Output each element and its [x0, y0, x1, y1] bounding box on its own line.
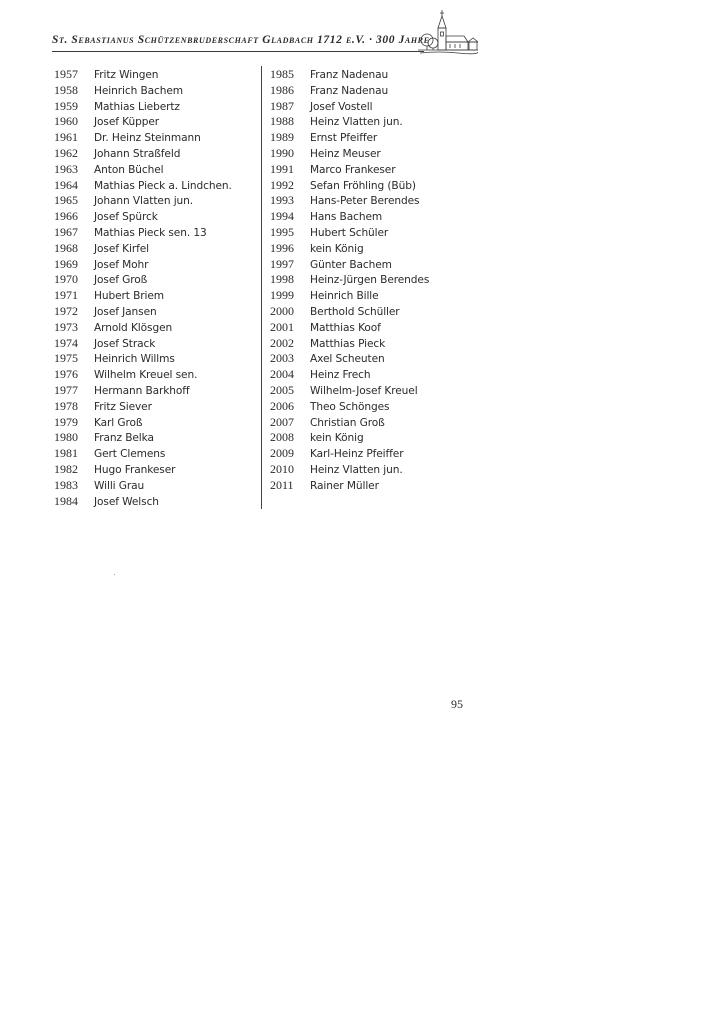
list-item: [270, 415, 429, 431]
year-label: 1982: [54, 461, 78, 476]
header-rule: [52, 51, 424, 52]
king-name: Matthias Pieck: [310, 337, 386, 350]
list-item: [54, 478, 232, 494]
list-item: [270, 130, 429, 146]
king-name: Willi Grau: [94, 479, 145, 492]
king-name: Heinz Meuser: [310, 147, 381, 160]
year-label: 1978: [54, 398, 78, 413]
king-name: Josef Küpper: [94, 116, 159, 129]
scan-speck: [114, 574, 115, 575]
year-label: 1991: [270, 161, 294, 176]
year-label: 1958: [54, 82, 78, 97]
year-label: 2011: [270, 477, 294, 492]
list-item: [270, 114, 429, 130]
king-name: Josef Welsch: [94, 495, 159, 508]
list-item: [54, 320, 232, 336]
king-name: Hubert Briem: [94, 290, 165, 303]
year-label: 1968: [54, 240, 78, 255]
list-item: [54, 367, 232, 383]
list-item: [54, 494, 232, 510]
king-name: Josef Kirfel: [94, 242, 149, 255]
year-label: 1965: [54, 193, 78, 208]
year-label: 1979: [54, 414, 78, 429]
year-label: 1970: [54, 272, 78, 287]
list-item: [54, 399, 232, 415]
year-label: 1973: [54, 319, 78, 334]
list-item: [270, 383, 429, 399]
list-item: [270, 446, 429, 462]
king-name: Karl Groß: [94, 416, 143, 429]
king-name: Hugo Frankeser: [94, 463, 176, 476]
list-item: [270, 351, 429, 367]
list-item: [270, 225, 429, 241]
list-item: [54, 336, 232, 352]
king-name: Anton Büchel: [94, 163, 164, 176]
king-name: Heinz Vlatten jun.: [310, 463, 403, 476]
list-item: [54, 272, 232, 288]
king-name: kein König: [310, 242, 364, 255]
king-name: Wilhelm-Josef Kreuel: [310, 384, 418, 397]
year-label: 2004: [270, 367, 294, 382]
year-label: 1959: [54, 98, 78, 113]
list-item: [54, 193, 232, 209]
list-item: [54, 99, 232, 115]
king-name: Heinz Frech: [310, 369, 371, 382]
list-item: [270, 67, 429, 83]
king-name: Gert Clemens: [94, 448, 166, 461]
king-name: Theo Schönges: [310, 400, 390, 413]
year-label: 1975: [54, 351, 78, 366]
year-label: 1961: [54, 130, 78, 145]
list-item: [54, 257, 232, 273]
year-label: 1964: [54, 177, 78, 192]
king-name: Ernst Pfeiffer: [310, 132, 378, 145]
list-item: [54, 351, 232, 367]
year-label: 2008: [270, 430, 294, 445]
year-label: 1984: [54, 493, 78, 508]
king-name: Johann Vlatten jun.: [94, 195, 194, 208]
king-name: Marco Frankeser: [310, 163, 396, 176]
year-label: 2002: [270, 335, 294, 350]
list-item: [54, 288, 232, 304]
year-label: 2010: [270, 461, 294, 476]
king-name: Josef Groß: [94, 274, 148, 287]
king-name: Arnold Klösgen: [94, 321, 173, 334]
year-label: 1996: [270, 240, 294, 255]
year-label: 2007: [270, 414, 294, 429]
list-item: [54, 462, 232, 478]
year-label: 2006: [270, 398, 294, 413]
king-name: Dr. Heinz Steinmann: [94, 132, 201, 145]
king-name: Sefan Fröhling (Büb): [310, 179, 416, 192]
list-item: [270, 304, 429, 320]
year-label: 1983: [54, 477, 78, 492]
year-label: 1995: [270, 224, 294, 239]
list-item: [54, 83, 232, 99]
column-divider: [261, 66, 262, 509]
year-label: 1986: [270, 82, 294, 97]
king-name: Christian Groß: [310, 416, 385, 429]
list-item: [54, 383, 232, 399]
list-item: [270, 99, 429, 115]
king-name: Mathias Pieck a. Lindchen.: [94, 179, 232, 192]
king-name: Berthold Schüller: [310, 305, 400, 318]
king-name: Hans-Peter Berendes: [310, 195, 420, 208]
year-label: 1980: [54, 430, 78, 445]
king-name: Matthias Koof: [310, 321, 381, 334]
year-label: 1966: [54, 209, 78, 224]
year-label: 1977: [54, 382, 78, 397]
year-label: 1972: [54, 303, 78, 318]
page-number: 95: [451, 697, 463, 711]
king-name: Heinz-Jürgen Berendes: [310, 274, 430, 287]
king-name: Wilhelm Kreuel sen.: [94, 369, 198, 382]
list-item: [270, 83, 429, 99]
list-item: [270, 257, 429, 273]
king-name: Fritz Siever: [94, 400, 152, 413]
year-label: 2005: [270, 382, 294, 397]
list-item: [54, 304, 232, 320]
king-name: Franz Nadenau: [310, 69, 389, 81]
list-item: [270, 288, 429, 304]
year-label: 2000: [270, 303, 294, 318]
king-name: Fritz Wingen: [94, 69, 159, 81]
list-item: [270, 209, 429, 225]
king-name: Heinrich Willms: [94, 353, 175, 366]
list-item: [54, 225, 232, 241]
list-item: [270, 146, 429, 162]
list-item: [270, 478, 429, 494]
king-name: Hubert Schüler: [310, 226, 389, 239]
king-name: Josef Strack: [94, 337, 156, 350]
king-name: Josef Vostell: [310, 100, 373, 113]
kings-list-left-column: [54, 67, 232, 509]
year-label: 1992: [270, 177, 294, 192]
list-item: [54, 446, 232, 462]
list-item: [270, 399, 429, 415]
list-item: [54, 178, 232, 194]
year-label: 1971: [54, 288, 78, 303]
list-item: [270, 430, 429, 446]
kings-list-right-column: [270, 67, 429, 494]
list-item: [54, 130, 232, 146]
year-label: 1987: [270, 98, 294, 113]
list-item: [54, 146, 232, 162]
king-name: Franz Nadenau: [310, 84, 389, 97]
list-item: [54, 241, 232, 257]
year-label: 2001: [270, 319, 294, 334]
king-name: Heinrich Bachem: [94, 84, 183, 97]
king-name: Karl-Heinz Pfeiffer: [310, 448, 404, 461]
page-header: [52, 28, 477, 58]
list-item: [270, 336, 429, 352]
king-name: Mathias Pieck sen. 13: [94, 226, 207, 239]
list-item: [270, 272, 429, 288]
king-name: Hermann Barkhoff: [94, 384, 190, 397]
year-label: 1981: [54, 446, 78, 461]
year-label: 1993: [270, 193, 294, 208]
list-item: [270, 462, 429, 478]
year-label: 1960: [54, 114, 78, 129]
year-label: 1988: [270, 114, 294, 129]
year-label: 1998: [270, 272, 294, 287]
list-item: [54, 430, 232, 446]
church-village-logo-icon: [418, 10, 478, 56]
year-label: 1974: [54, 335, 78, 350]
year-label: 1969: [54, 256, 78, 271]
year-label: 1957: [54, 67, 78, 81]
king-name: Josef Jansen: [94, 305, 157, 318]
year-label: 1976: [54, 367, 78, 382]
king-name: kein König: [310, 432, 364, 445]
king-name: Rainer Müller: [310, 479, 379, 492]
king-name: Franz Belka: [94, 432, 154, 445]
year-label: 1967: [54, 224, 78, 239]
king-name: Heinrich Bille: [310, 290, 379, 303]
king-name: Josef Mohr: [94, 258, 149, 271]
year-label: 2009: [270, 446, 294, 461]
year-label: 1985: [270, 67, 294, 81]
year-label: 1989: [270, 130, 294, 145]
list-item: [54, 415, 232, 431]
list-item: [54, 209, 232, 225]
list-item: [270, 367, 429, 383]
king-name: Günter Bachem: [310, 258, 392, 271]
list-item: [270, 162, 429, 178]
king-name: Heinz Vlatten jun.: [310, 116, 403, 129]
list-item: [54, 162, 232, 178]
list-item: [270, 241, 429, 257]
king-name: Mathias Liebertz: [94, 100, 180, 113]
year-label: 1962: [54, 145, 78, 160]
king-name: Johann Straßfeld: [94, 147, 181, 160]
king-name: Hans Bachem: [310, 211, 383, 224]
year-label: 1990: [270, 145, 294, 160]
year-label: 1997: [270, 256, 294, 271]
list-item: [270, 193, 429, 209]
list-item: [270, 178, 429, 194]
year-label: 1999: [270, 288, 294, 303]
list-item: [54, 67, 232, 83]
year-label: 2003: [270, 351, 294, 366]
list-item: [54, 114, 232, 130]
header-title: St. Sebastianus Schützenbruderschaft Gladbach 1712 e.V. · 300 Jahre: [52, 34, 430, 46]
king-name: Josef Spürck: [94, 211, 158, 224]
year-label: 1994: [270, 209, 294, 224]
king-name: Axel Scheuten: [310, 353, 385, 366]
list-item: [270, 320, 429, 336]
year-label: 1963: [54, 161, 78, 176]
